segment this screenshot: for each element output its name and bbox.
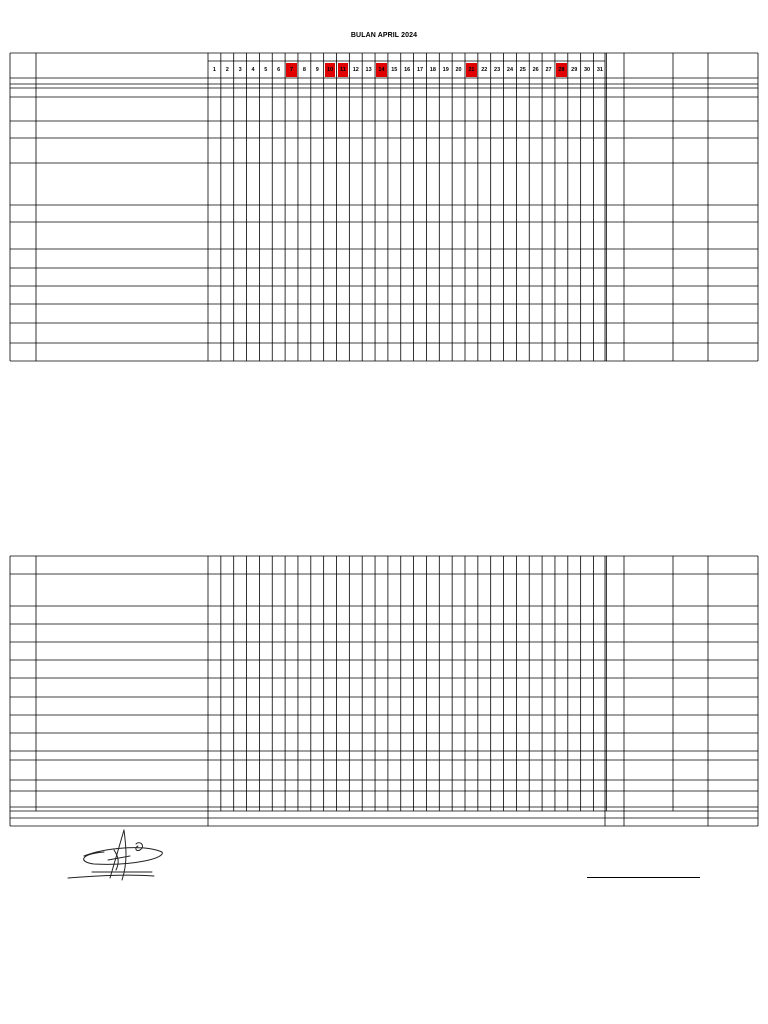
day-cell-27: 27	[545, 67, 552, 73]
day-cell-26: 26	[532, 67, 539, 73]
day-cell-10: 10	[325, 63, 336, 77]
day-cell-4: 4	[251, 67, 255, 73]
page-title: BULAN APRIL 2024	[350, 32, 418, 39]
day-cell-13: 13	[365, 67, 372, 73]
day-cell-23: 23	[494, 67, 501, 73]
day-cell-29: 29	[571, 67, 578, 73]
day-cell-6: 6	[277, 67, 281, 73]
day-cell-16: 16	[404, 67, 411, 73]
signature-line	[587, 877, 700, 878]
day-cell-31: 31	[596, 67, 603, 73]
day-cell-19: 19	[442, 67, 449, 73]
day-cell-14: 14	[376, 63, 387, 77]
day-cell-12: 12	[352, 67, 359, 73]
day-cell-2: 2	[225, 67, 229, 73]
day-cell-30: 30	[584, 67, 591, 73]
day-cell-1: 1	[212, 67, 216, 73]
day-cell-18: 18	[429, 67, 436, 73]
day-cell-24: 24	[506, 67, 514, 73]
day-cell-20: 20	[455, 67, 462, 73]
day-cell-21: 21	[466, 63, 477, 77]
day-cell-8: 8	[302, 67, 306, 73]
day-cell-9: 9	[315, 67, 319, 73]
signature-image	[64, 826, 168, 886]
day-cell-22: 22	[481, 67, 488, 73]
day-cell-7: 7	[286, 63, 297, 77]
day-cell-25: 25	[519, 67, 526, 73]
day-cell-11: 11	[338, 63, 349, 77]
day-cell-15: 15	[391, 67, 398, 73]
day-cell-17: 17	[416, 67, 424, 73]
day-cell-3: 3	[238, 67, 242, 73]
day-cell-5: 5	[264, 67, 268, 73]
day-cell-28: 28	[556, 63, 567, 77]
